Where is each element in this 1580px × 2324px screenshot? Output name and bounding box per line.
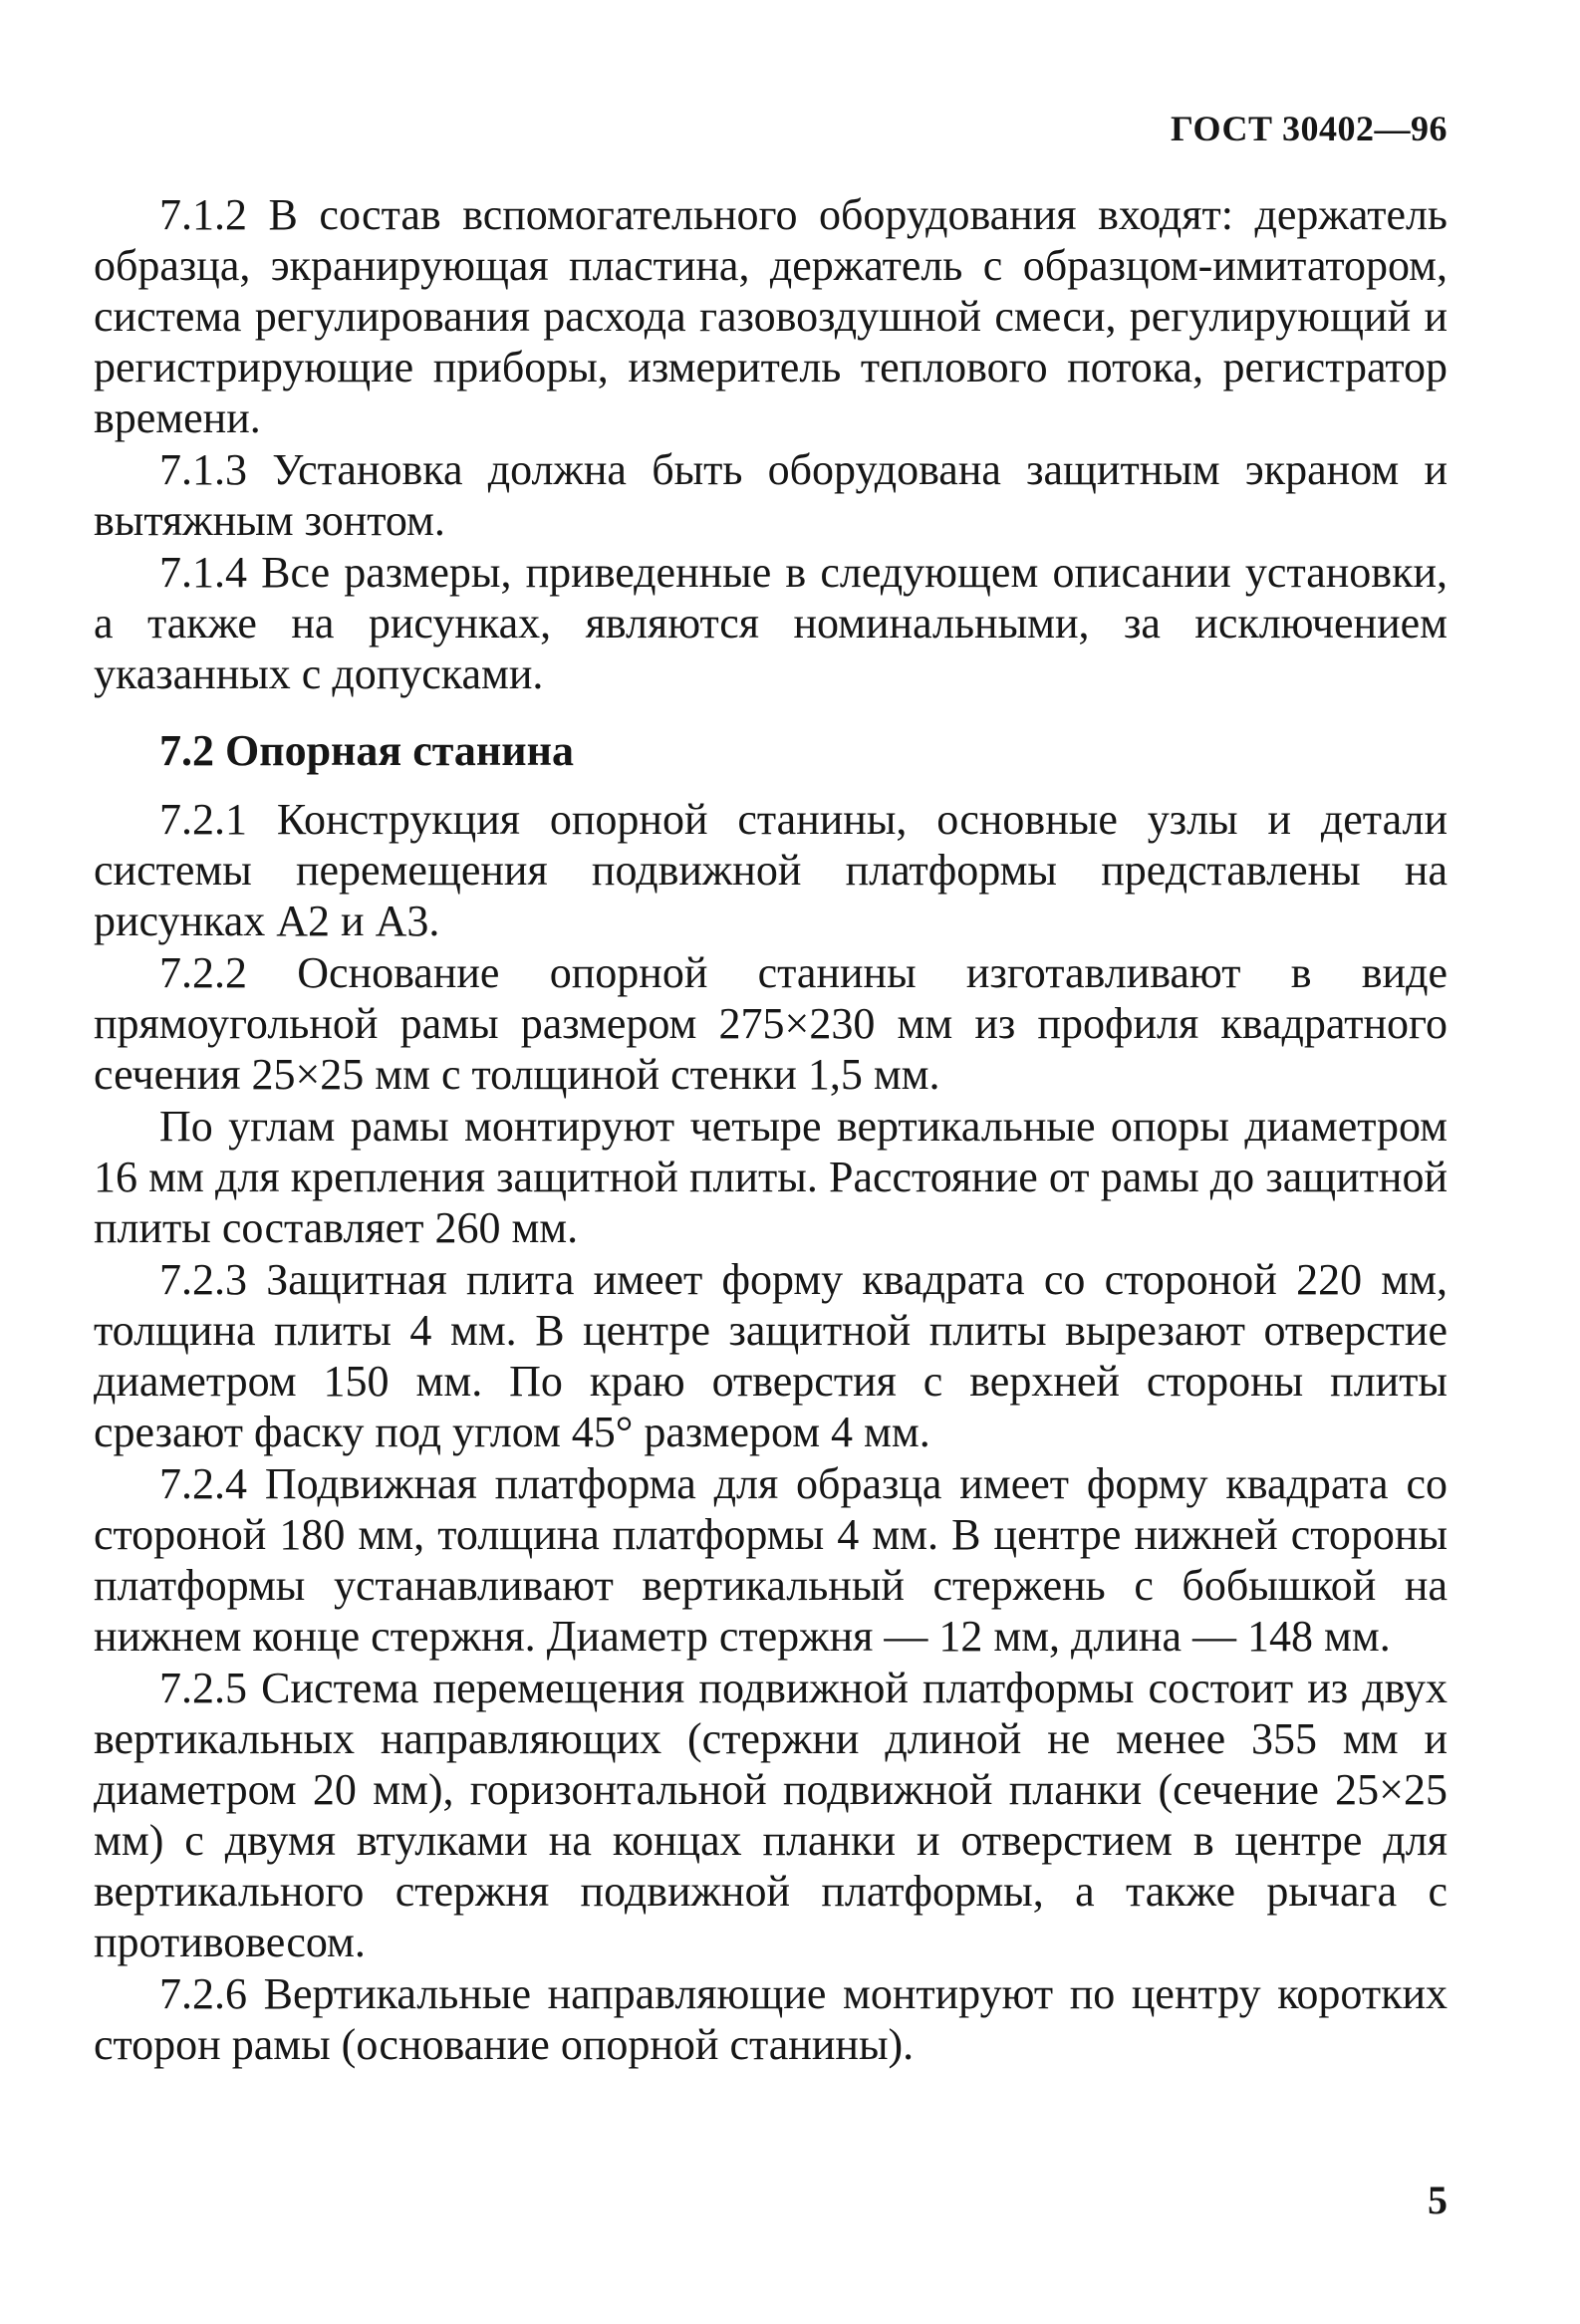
page-number: 5 <box>1428 2178 1448 2222</box>
paragraph-7-2-3: 7.2.3 Защитная плита имеет форму квадрата со стороной 220 мм, толщина плиты 4 мм. В центре защитной плиты вырезают отверстие диаметром 150 мм. По краю отверстия с верхней стороны плиты срезают фаску под углом 45° размером 4 мм. <box>94 1255 1448 1456</box>
paragraph-7-1-3: 7.1.3 Установка должна быть оборудована защитным экраном и вытяжным зонтом. <box>94 445 1448 545</box>
document-body <box>94 189 1448 2071</box>
document-header: ГОСТ 30402—96 <box>1171 109 1448 148</box>
paragraph-7-2-2: 7.2.2 Основание опорной станины изготавливают в виде прямоугольной рамы размером 275×230 мм из профиля квадратного сечения 25×25 мм с толщиной стенки 1,5 мм. <box>94 948 1448 1099</box>
paragraph-7-2-5: 7.2.5 Система перемещения подвижной платформы состоит из двух вертикальных направляющих (стержни длиной не менее 355 мм и диаметром 20 мм), горизонтальной подвижной планки (сечение 25×25 мм) с двумя втулками на концах планки и отверстием в центре для вертикального стержня подвижной платформы, а также рычага с противовесом. <box>94 1664 1448 1966</box>
paragraph-7-1-4: 7.1.4 Все размеры, приведенные в следующем описании установки, а также на рисунках, являются номинальными, за исключением указанных с допусками. <box>94 548 1448 698</box>
paragraph-7-2-1: 7.2.1 Конструкция опорной станины, основные узлы и детали системы перемещения подвижной платформы представлены на рисунках А2 и А3. <box>94 795 1448 945</box>
paragraph-corners: По углам рамы монтируют четыре вертикальные опоры диаметром 16 мм для крепления защитной плиты. Расстояние от рамы до защитной плиты составляет 260 мм. <box>94 1102 1448 1252</box>
paragraph-7-1-2: 7.1.2 В состав вспомогательного оборудования входят: держатель образца, экранирующая пластина, держатель с образцом-имитатором, система регулирования расхода газовоздушной смеси, регулирующий и регистрирующие приборы, измеритель теплового потока, регистратор времени. <box>94 190 1448 442</box>
paragraph-7-2-6: 7.2.6 Вертикальные направляющие монтируют по центру коротких сторон рамы (основание опорной станины). <box>94 1969 1448 2069</box>
section-heading: 7.2 Опорная станина <box>159 726 574 775</box>
paragraph-7-2-4: 7.2.4 Подвижная платформа для образца имеет форму квадрата со стороной 180 мм, толщина платформы 4 мм. В центре нижней стороны платформы устанавливают вертикальный стержень с бобышкой на нижнем конце стержня. Диаметр стержня — 12 мм, длина — 148 мм. <box>94 1459 1448 1661</box>
